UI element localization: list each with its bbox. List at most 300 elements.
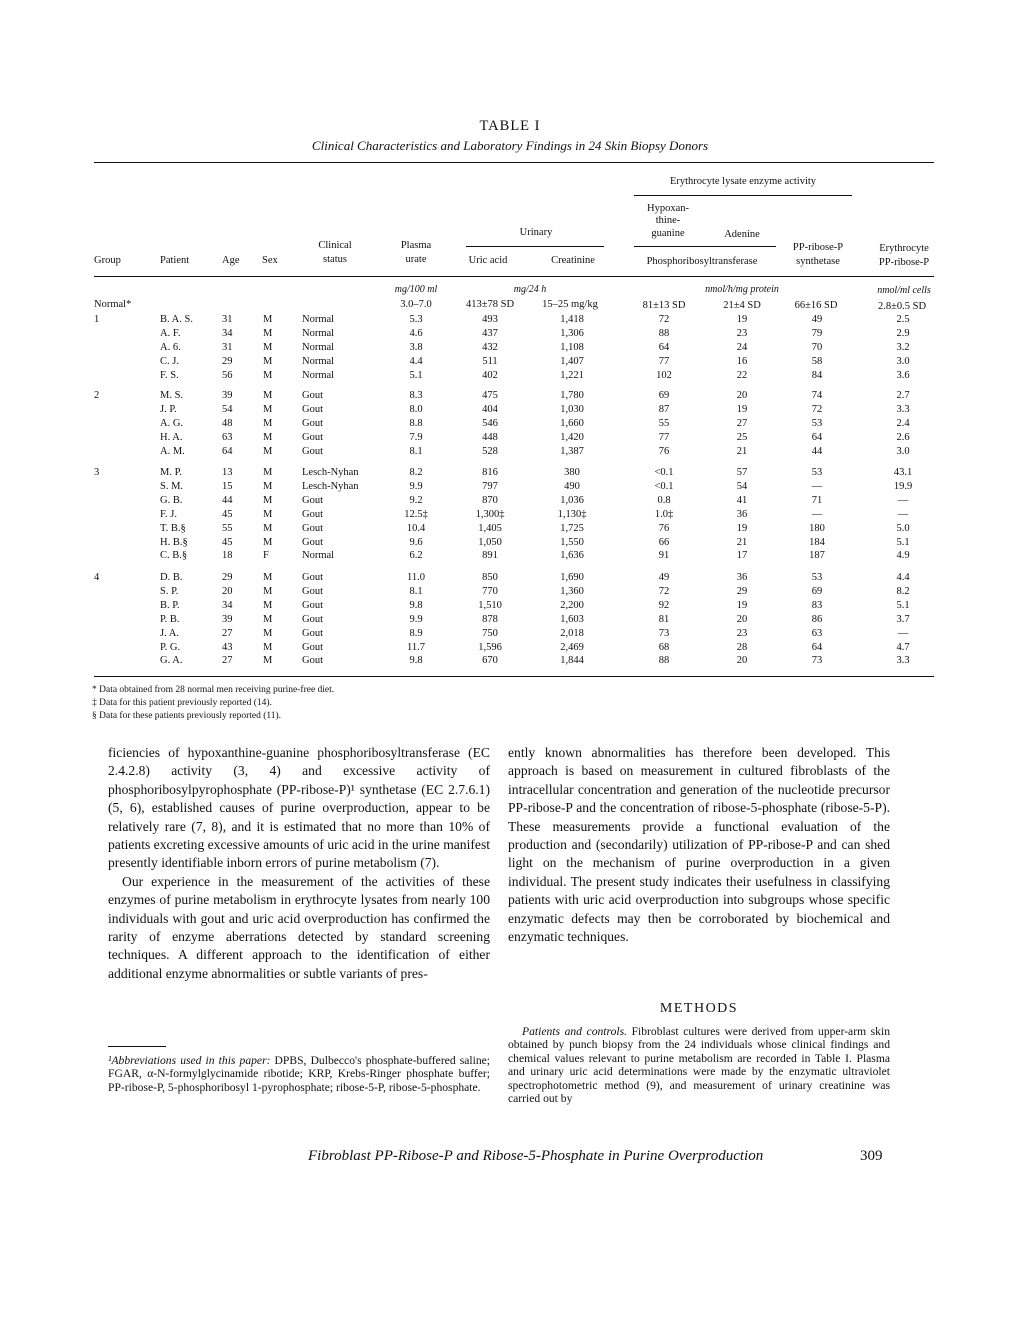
- cell-hgprt: 76: [658, 522, 670, 534]
- cell-clinical-status: Normal: [302, 314, 335, 325]
- cell-age: 31: [222, 341, 233, 353]
- footnote-lead: ¹Abbreviations used in this paper:: [108, 1054, 271, 1067]
- cell-sex: M: [263, 572, 273, 583]
- cell-plasma-urate: 9.2: [409, 494, 423, 506]
- right-paragraph-1: ently known abnormalities has therefore been developed. This approach is based on measurement in cultured fibroblasts of the intracellular concentration and generation of the nucleotide precursor PP-ribose-P and the concentration of ribose-5-phosphate (ribose-5-P). These measurements provide a functional evaluation of the production and (secondarily) utilization of PP-ribose-P and can shed light on the mechanism of purine overproduction in a given individual. The present study indicates their usefulness in classifying patients with uric acid overproduction into subgroups whose specific enzymatic defects may then be corroborated by biochemical and enzymatic techniques.: [508, 745, 890, 945]
- cell-sex: M: [263, 341, 273, 353]
- abbreviations-footnote: [108, 1054, 490, 1094]
- group-label: 4: [94, 572, 100, 583]
- cell-ery-pprp: 3.3: [896, 403, 910, 415]
- cell-uric-acid: 493: [482, 314, 498, 325]
- cell-sex: M: [263, 314, 273, 325]
- cell-hgprt: <0.1: [654, 480, 674, 492]
- cell-sex: M: [263, 403, 273, 415]
- prt-span-rule: [634, 246, 776, 247]
- methods-lead: Patients and controls.: [522, 1025, 628, 1038]
- cell-ery-pprp: 43.1: [893, 467, 913, 478]
- cell-patient: H. A.: [160, 431, 183, 443]
- cell-pps: 184: [809, 536, 825, 548]
- cell-patient: A. 6.: [160, 341, 181, 353]
- cell-plasma-urate: 7.9: [409, 431, 423, 443]
- cell-hgprt: 92: [658, 599, 670, 611]
- cell-uric-acid: 432: [482, 341, 498, 353]
- cell-plasma-urate: 8.8: [409, 417, 423, 429]
- cell-age: 15: [222, 480, 233, 492]
- cell-hgprt: 55: [658, 417, 670, 429]
- cell-sex: F: [263, 550, 269, 562]
- normal-creat: 15–25 mg/kg: [542, 299, 598, 310]
- cell-plasma-urate: 4.6: [409, 327, 423, 339]
- cell-clinical-status: Lesch-Nyhan: [302, 467, 359, 478]
- cell-aprt: 21: [736, 536, 748, 548]
- cell-plasma-urate: 4.4: [409, 355, 423, 367]
- cell-hgprt: 72: [658, 585, 670, 597]
- cell-age: 48: [222, 417, 233, 429]
- header-creatinine: Creatinine: [551, 255, 595, 266]
- cell-ery-pprp: 4.9: [896, 550, 910, 562]
- cell-pps: 64: [811, 641, 823, 653]
- cell-ery-pprp: 2.6: [896, 431, 910, 443]
- cell-creatinine: 1,660: [560, 417, 584, 429]
- cell-aprt: 22: [736, 369, 748, 381]
- cell-plasma-urate: 8.2: [409, 467, 423, 478]
- cell-ery-pprp: 19.9: [893, 480, 913, 492]
- table-footnote-1: * Data obtained from 28 normal men receiving purine-free diet.: [92, 685, 335, 695]
- cell-creatinine: 1,725: [560, 522, 584, 534]
- header-pps-1: PP-ribose-P: [792, 242, 844, 253]
- cell-pps: —: [811, 508, 823, 520]
- cell-clinical-status: Gout: [302, 494, 323, 506]
- cell-creatinine: 1,550: [560, 536, 584, 548]
- cell-aprt: 57: [736, 467, 748, 478]
- cell-uric-acid: 448: [482, 431, 498, 443]
- cell-uric-acid: 437: [482, 327, 498, 339]
- cell-clinical-status: Gout: [302, 431, 323, 443]
- cell-sex: M: [263, 494, 273, 506]
- cell-uric-acid: 402: [482, 369, 498, 381]
- cell-aprt: 19: [736, 599, 748, 611]
- cell-creatinine: 1,420: [560, 431, 584, 443]
- cell-age: 18: [222, 550, 233, 562]
- cell-age: 64: [222, 445, 233, 457]
- cell-pps: 79: [811, 327, 823, 339]
- cell-hgprt: 66: [658, 536, 670, 548]
- cell-hgprt: 77: [658, 355, 670, 367]
- header-pps-2: synthetase: [796, 256, 840, 267]
- unit-plasma: mg/100 ml: [394, 284, 438, 295]
- header-patient: Patient: [160, 255, 190, 266]
- normal-aden: 21±4 SD: [723, 300, 761, 311]
- cell-aprt: 54: [736, 480, 748, 492]
- header-ery-2: PP-ribose-P: [878, 257, 930, 268]
- normal-label: Normal*: [94, 299, 132, 310]
- cell-sex: M: [263, 417, 273, 429]
- unit-enzyme: nmol/h/mg protein: [705, 284, 779, 295]
- cell-creatinine: 2,200: [560, 599, 584, 611]
- header-clinical-2: status: [323, 254, 347, 265]
- cell-age: 34: [222, 327, 233, 339]
- header-clinical-1: Clinical: [318, 240, 352, 251]
- cell-sex: M: [263, 655, 273, 667]
- cell-aprt: 19: [736, 403, 748, 415]
- cell-ery-pprp: —: [897, 494, 909, 506]
- cell-creatinine: 1,418: [560, 314, 584, 325]
- cell-patient: P. G.: [160, 641, 181, 653]
- cell-age: 27: [222, 655, 233, 667]
- cell-plasma-urate: 12.5‡: [404, 508, 428, 520]
- cell-patient: M. P.: [160, 467, 182, 478]
- cell-aprt: 27: [736, 417, 748, 429]
- cell-pps: 49: [811, 314, 823, 325]
- cell-pps: 53: [811, 467, 823, 478]
- cell-age: 39: [222, 613, 233, 625]
- cell-ery-pprp: 5.1: [896, 599, 910, 611]
- cell-uric-acid: 1,300‡: [475, 508, 505, 520]
- cell-hgprt: 69: [658, 390, 670, 401]
- cell-plasma-urate: 8.1: [409, 585, 423, 597]
- cell-creatinine: 1,036: [560, 494, 584, 506]
- cell-age: 54: [222, 403, 233, 415]
- cell-patient: M. S.: [160, 390, 184, 401]
- cell-hgprt: 72: [658, 314, 670, 325]
- cell-ery-pprp: 3.6: [896, 369, 910, 381]
- cell-plasma-urate: 9.9: [409, 613, 423, 625]
- cell-creatinine: 1,844: [560, 655, 584, 667]
- cell-ery-pprp: —: [897, 508, 909, 520]
- cell-age: 43: [222, 641, 233, 653]
- cell-pps: 187: [809, 550, 825, 562]
- cell-aprt: 24: [736, 341, 748, 353]
- cell-sex: M: [263, 536, 273, 548]
- header-group: Group: [94, 255, 121, 266]
- header-hg-2: thine-: [655, 215, 681, 226]
- methods-heading: METHODS: [659, 1001, 739, 1016]
- page-number: 309: [860, 1148, 883, 1164]
- cell-age: 45: [222, 508, 233, 520]
- cell-age: 27: [222, 627, 233, 639]
- cell-uric-acid: 797: [482, 480, 498, 492]
- cell-age: 55: [222, 522, 233, 534]
- table-footnote-2: ‡ Data for this patient previously reported (14).: [92, 698, 272, 708]
- cell-aprt: 21: [736, 445, 748, 457]
- header-plasma-1: Plasma: [400, 240, 432, 251]
- cell-hgprt: 68: [658, 641, 670, 653]
- cell-patient: D. B.: [160, 572, 183, 583]
- cell-plasma-urate: 6.2: [409, 550, 423, 562]
- cell-pps: 72: [811, 403, 823, 415]
- cell-pps: 53: [811, 572, 823, 583]
- cell-pps: 180: [809, 522, 825, 534]
- cell-ery-pprp: —: [897, 627, 909, 639]
- table-caption: Clinical Characteristics and Laboratory Findings in 24 Skin Biopsy Donors: [311, 138, 709, 153]
- left-paragraph-2: Our experience in the measurement of the activities of these enzymes of purine metabolism in erythrocyte lysates from nearly 100 individuals with gout and uric acid overproduction has confirmed the rarity of enzyme aberrations detected by standard screening techniques. A different approach to the identification of either additional enzyme abnormalities or subtle variants of pres-: [108, 873, 490, 981]
- cell-uric-acid: 770: [482, 585, 498, 597]
- cell-plasma-urate: 9.6: [409, 536, 423, 548]
- cell-hgprt: 76: [658, 445, 670, 457]
- cell-clinical-status: Normal: [302, 369, 335, 381]
- cell-clinical-status: Gout: [302, 508, 323, 520]
- cell-pps: 71: [811, 494, 823, 506]
- cell-ery-pprp: 3.7: [896, 613, 910, 625]
- cell-clinical-status: Normal: [302, 341, 335, 353]
- cell-pps: 58: [811, 355, 823, 367]
- cell-sex: M: [263, 522, 273, 534]
- cell-ery-pprp: 4.7: [896, 641, 910, 653]
- cell-hgprt: 49: [658, 572, 670, 583]
- cell-pps: 70: [811, 341, 823, 353]
- cell-sex: M: [263, 390, 273, 401]
- header-hg-3: guanine: [651, 228, 685, 239]
- cell-aprt: 41: [736, 494, 748, 506]
- right-column: [508, 744, 890, 946]
- cell-pps: 83: [811, 599, 823, 611]
- cell-clinical-status: Gout: [302, 403, 323, 415]
- cell-sex: M: [263, 369, 273, 381]
- cell-plasma-urate: 9.9: [409, 480, 423, 492]
- cell-uric-acid: 475: [482, 390, 498, 401]
- cell-clinical-status: Gout: [302, 522, 323, 534]
- header-urinary: Urinary: [519, 227, 553, 238]
- cell-patient: F. J.: [160, 508, 177, 520]
- cell-patient: A. F.: [160, 327, 181, 339]
- cell-plasma-urate: 11.7: [407, 641, 425, 653]
- cell-patient: F. S.: [160, 369, 179, 381]
- left-column: [108, 744, 490, 983]
- cell-plasma-urate: 3.8: [409, 341, 423, 353]
- cell-clinical-status: Normal: [302, 327, 335, 339]
- cell-uric-acid: 404: [482, 403, 498, 415]
- cell-creatinine: 1,306: [560, 327, 584, 339]
- cell-creatinine: 1,108: [560, 341, 584, 353]
- cell-sex: M: [263, 613, 273, 625]
- cell-patient: J. A.: [160, 627, 179, 639]
- cell-aprt: 19: [736, 314, 748, 325]
- cell-pps: 84: [811, 369, 823, 381]
- cell-age: 20: [222, 585, 233, 597]
- header-ery-1: Erythrocyte: [879, 243, 929, 254]
- cell-sex: M: [263, 355, 273, 367]
- cell-ery-pprp: 5.0: [896, 522, 910, 534]
- table-bottom-rule: [94, 676, 934, 677]
- erythrocyte-span-rule: [634, 195, 852, 196]
- header-sex: Sex: [262, 255, 278, 266]
- cell-aprt: 23: [736, 327, 748, 339]
- cell-clinical-status: Gout: [302, 585, 323, 597]
- cell-plasma-urate: 8.1: [409, 445, 423, 457]
- cell-pps: 69: [811, 585, 823, 597]
- cell-age: 44: [222, 494, 233, 506]
- cell-patient: G. B.: [160, 494, 183, 506]
- cell-patient: S. P.: [160, 585, 179, 597]
- cell-aprt: 23: [736, 627, 748, 639]
- cell-sex: M: [263, 431, 273, 443]
- cell-uric-acid: 528: [482, 445, 498, 457]
- cell-hgprt: 64: [658, 341, 670, 353]
- cell-clinical-status: Gout: [302, 655, 323, 667]
- cell-creatinine: 380: [564, 467, 580, 478]
- cell-uric-acid: 816: [482, 467, 498, 478]
- cell-hgprt: 81: [658, 613, 670, 625]
- cell-creatinine: 1,221: [560, 369, 584, 381]
- cell-pps: 73: [811, 655, 823, 667]
- cell-sex: M: [263, 467, 273, 478]
- header-hg-1: Hypoxan-: [647, 203, 689, 214]
- cell-ery-pprp: 3.0: [896, 445, 910, 457]
- cell-sex: M: [263, 599, 273, 611]
- cell-sex: M: [263, 585, 273, 597]
- footnote-rule: [108, 1046, 166, 1047]
- header-plasma-2: urate: [405, 254, 427, 265]
- cell-patient: C. B.§: [160, 550, 188, 562]
- cell-aprt: 20: [736, 655, 748, 667]
- urinary-span-rule: [466, 246, 604, 247]
- cell-plasma-urate: 11.0: [407, 572, 425, 583]
- table-footnote-3: § Data for these patients previously reported (11).: [92, 711, 282, 721]
- cell-age: 63: [222, 431, 233, 443]
- cell-age: 56: [222, 369, 233, 381]
- cell-ery-pprp: 8.2: [896, 585, 910, 597]
- cell-aprt: 19: [736, 522, 748, 534]
- cell-hgprt: 73: [658, 627, 670, 639]
- cell-uric-acid: 850: [482, 572, 498, 583]
- cell-clinical-status: Gout: [302, 641, 323, 653]
- cell-creatinine: 1,030: [560, 403, 584, 415]
- cell-ery-pprp: 5.1: [896, 536, 910, 548]
- cell-uric-acid: 870: [482, 494, 498, 506]
- header-uric-acid: Uric acid: [468, 255, 508, 266]
- cell-ery-pprp: 2.5: [896, 314, 910, 325]
- cell-age: 39: [222, 390, 233, 401]
- methods-body: Fibroblast cultures were derived from upper-arm skin obtained by punch biopsy from the 24 individuals whose clinical findings and chemical values relevant to purine metabolism are recorded in Table I. Plasma and urinary uric acid determinations were made by the enzymatic ultraviolet spectrophotometric method (9), and measurement of urinary creatinine was carried out by: [508, 1025, 890, 1106]
- cell-patient: H. B.§: [160, 536, 188, 548]
- cell-patient: G. A.: [160, 655, 183, 667]
- cell-patient: J. P.: [160, 403, 177, 415]
- cell-plasma-urate: 9.8: [409, 599, 423, 611]
- footnote-body: DPBS, Dulbecco's phosphate-buffered saline; FGAR, α-N-formylglycinamide ribotide; KRP, Krebs-Ringer phosphate buffer; PP-ribose-P, 5-phosphoribosyl 1-pyrophosphate; ribose-5-P, ribose-5-phosphate.: [108, 1054, 490, 1094]
- cell-hgprt: 87: [658, 403, 670, 415]
- cell-plasma-urate: 8.3: [409, 390, 423, 401]
- normal-hg: 81±13 SD: [642, 300, 686, 311]
- cell-hgprt: 102: [656, 369, 672, 381]
- cell-aprt: 28: [736, 641, 748, 653]
- cell-pps: 63: [811, 627, 823, 639]
- cell-uric-acid: 1,510: [478, 599, 502, 611]
- table-label: TABLE I: [479, 118, 541, 134]
- cell-clinical-status: Gout: [302, 445, 323, 457]
- header-age: Age: [222, 255, 240, 266]
- cell-sex: M: [263, 445, 273, 457]
- cell-sex: M: [263, 641, 273, 653]
- cell-sex: M: [263, 327, 273, 339]
- cell-creatinine: 1,130‡: [557, 508, 587, 520]
- cell-creatinine: 2,018: [560, 627, 584, 639]
- cell-age: 29: [222, 355, 233, 367]
- cell-clinical-status: Normal: [302, 355, 335, 367]
- cell-ery-pprp: 2.7: [896, 390, 910, 401]
- methods-paragraph: [508, 1025, 890, 1105]
- header-erythrocyte-lysate: Erythrocyte lysate enzyme activity: [669, 176, 817, 187]
- cell-pps: —: [811, 480, 823, 492]
- cell-hgprt: 77: [658, 431, 670, 443]
- cell-plasma-urate: 8.9: [409, 627, 423, 639]
- cell-clinical-status: Gout: [302, 417, 323, 429]
- cell-sex: M: [263, 627, 273, 639]
- cell-aprt: 16: [736, 355, 748, 367]
- cell-patient: B. A. S.: [160, 314, 193, 325]
- cell-creatinine: 1,690: [560, 572, 584, 583]
- cell-aprt: 25: [736, 431, 748, 443]
- cell-aprt: 17: [736, 550, 748, 562]
- cell-pps: 44: [811, 445, 823, 457]
- normal-pps: 66±16 SD: [794, 300, 838, 311]
- cell-clinical-status: Gout: [302, 390, 323, 401]
- cell-uric-acid: 1,596: [478, 641, 502, 653]
- group-label: 2: [94, 390, 100, 401]
- cell-ery-pprp: 2.4: [896, 417, 910, 429]
- cell-clinical-status: Normal: [302, 550, 335, 562]
- cell-patient: S. M.: [160, 480, 184, 492]
- cell-plasma-urate: 8.0: [409, 403, 423, 415]
- cell-clinical-status: Lesch-Nyhan: [302, 480, 359, 492]
- cell-clinical-status: Gout: [302, 627, 323, 639]
- cell-age: 45: [222, 536, 233, 548]
- cell-age: 29: [222, 572, 233, 583]
- cell-ery-pprp: 3.2: [896, 341, 910, 353]
- cell-patient: T. B.§: [160, 522, 186, 534]
- cell-hgprt: 88: [658, 655, 670, 667]
- cell-hgprt: 0.8: [657, 494, 671, 506]
- cell-hgprt: 88: [658, 327, 670, 339]
- normal-ery: 2.8±0.5 SD: [877, 301, 927, 312]
- cell-pps: 53: [811, 417, 823, 429]
- cell-age: 34: [222, 599, 233, 611]
- header-prt: Phosphoribosyltransferase: [646, 256, 758, 267]
- cell-uric-acid: 891: [482, 550, 498, 562]
- cell-uric-acid: 1,405: [478, 522, 502, 534]
- cell-aprt: 36: [736, 508, 748, 520]
- cell-ery-pprp: 4.4: [896, 572, 910, 583]
- cell-creatinine: 490: [564, 480, 580, 492]
- unit-ery: nmol/ml cells: [877, 285, 931, 296]
- cell-pps: 64: [811, 431, 823, 443]
- header-adenine: Adenine: [724, 229, 760, 240]
- cell-patient: B. P.: [160, 599, 180, 611]
- cell-plasma-urate: 5.1: [409, 369, 423, 381]
- group-label: 3: [94, 467, 100, 478]
- cell-hgprt: 91: [658, 550, 670, 562]
- running-title: Fibroblast PP-Ribose-P and Ribose-5-Phosphate in Purine Overproduction: [308, 1148, 764, 1164]
- cell-creatinine: 1,780: [560, 390, 584, 401]
- cell-aprt: 20: [736, 613, 748, 625]
- cell-aprt: 29: [736, 585, 748, 597]
- cell-patient: C. J.: [160, 355, 179, 367]
- cell-patient: A. G.: [160, 417, 184, 429]
- cell-creatinine: 1,360: [560, 585, 584, 597]
- cell-hgprt: 1.0‡: [654, 508, 674, 520]
- cell-pps: 86: [811, 613, 823, 625]
- normal-uric: 413±78 SD: [465, 299, 515, 310]
- cell-ery-pprp: 2.9: [896, 327, 910, 339]
- unit-urinary: mg/24 h: [513, 284, 547, 295]
- cell-uric-acid: 670: [482, 655, 498, 667]
- cell-sex: M: [263, 508, 273, 520]
- cell-ery-pprp: 3.0: [896, 355, 910, 367]
- cell-uric-acid: 511: [482, 355, 498, 367]
- cell-creatinine: 1,387: [560, 445, 584, 457]
- cell-creatinine: 1,407: [560, 355, 584, 367]
- cell-aprt: 20: [736, 390, 748, 401]
- cell-creatinine: 1,603: [560, 613, 584, 625]
